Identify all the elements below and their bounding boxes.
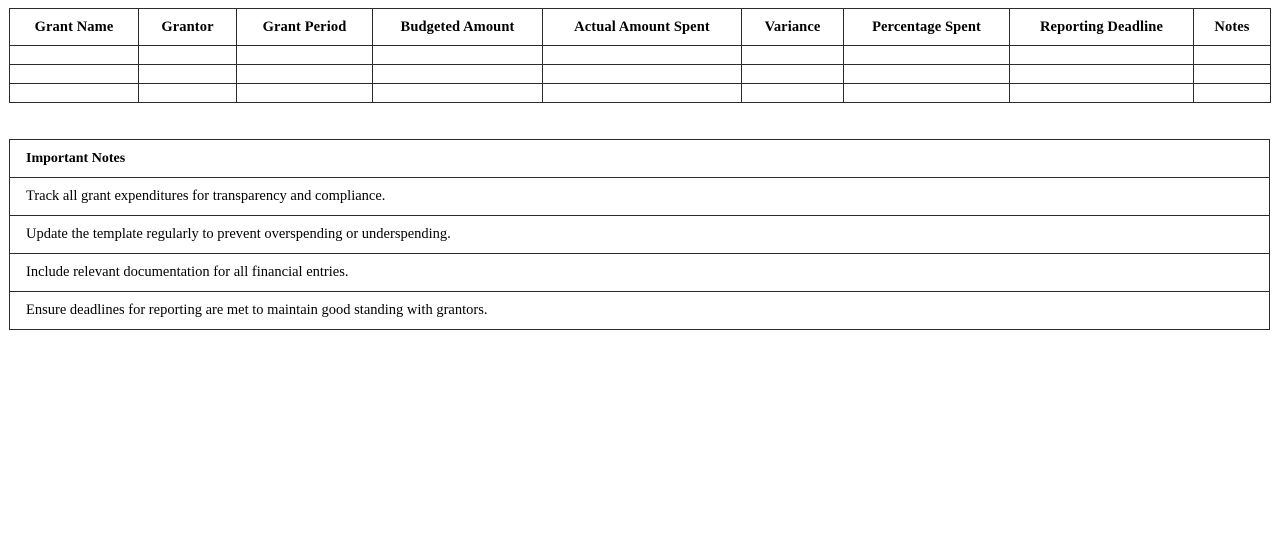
table-cell[interactable] xyxy=(1194,46,1271,65)
column-header-grant-name: Grant Name xyxy=(10,9,139,46)
table-cell[interactable] xyxy=(139,46,237,65)
grant-table-body xyxy=(10,46,1271,103)
note-row xyxy=(10,292,1270,330)
note-row xyxy=(10,178,1270,216)
table-cell[interactable] xyxy=(139,84,237,103)
table-cell[interactable] xyxy=(373,65,543,84)
column-header-reporting-deadline: Reporting Deadline xyxy=(1010,9,1194,46)
note-row xyxy=(10,254,1270,292)
table-cell[interactable] xyxy=(237,65,373,84)
table-cell[interactable] xyxy=(543,65,742,84)
grant-tracking-table xyxy=(9,8,1271,103)
table-cell[interactable] xyxy=(10,65,139,84)
table-cell[interactable] xyxy=(844,84,1010,103)
table-cell[interactable] xyxy=(1010,84,1194,103)
important-notes-table-container xyxy=(9,139,1270,330)
table-cell[interactable] xyxy=(844,46,1010,65)
table-row xyxy=(10,65,1271,84)
table-row xyxy=(10,46,1271,65)
table-cell[interactable] xyxy=(844,65,1010,84)
table-row xyxy=(10,84,1271,103)
table-cell[interactable] xyxy=(373,46,543,65)
table-cell[interactable] xyxy=(543,84,742,103)
table-cell[interactable] xyxy=(373,84,543,103)
note-item: Include relevant documentation for all financial entries. xyxy=(10,254,1270,292)
column-header-grant-period: Grant Period xyxy=(237,9,373,46)
column-header-variance: Variance xyxy=(742,9,844,46)
column-header-actual-amount-spent: Actual Amount Spent xyxy=(543,9,742,46)
table-cell[interactable] xyxy=(139,65,237,84)
grant-tracking-table-container xyxy=(9,8,1270,103)
table-cell[interactable] xyxy=(742,84,844,103)
note-item: Update the template regularly to prevent overspending or underspending. xyxy=(10,216,1270,254)
table-cell[interactable] xyxy=(1194,65,1271,84)
column-header-grantor: Grantor xyxy=(139,9,237,46)
table-cell[interactable] xyxy=(742,46,844,65)
table-cell[interactable] xyxy=(1194,84,1271,103)
table-cell[interactable] xyxy=(742,65,844,84)
column-header-budgeted-amount: Budgeted Amount xyxy=(373,9,543,46)
table-cell[interactable] xyxy=(543,46,742,65)
column-header-percentage-spent: Percentage Spent xyxy=(844,9,1010,46)
table-cell[interactable] xyxy=(237,84,373,103)
important-notes-table xyxy=(9,139,1270,330)
notes-heading-cell: Important Notes xyxy=(10,140,1270,178)
table-cell[interactable] xyxy=(1010,65,1194,84)
note-item: Track all grant expenditures for transparency and compliance. xyxy=(10,178,1270,216)
note-item: Ensure deadlines for reporting are met to maintain good standing with grantors. xyxy=(10,292,1270,330)
table-cell[interactable] xyxy=(237,46,373,65)
table-header-row xyxy=(10,9,1271,46)
note-row xyxy=(10,216,1270,254)
grant-table-header xyxy=(10,9,1271,46)
notes-table-body xyxy=(10,140,1270,330)
column-header-notes: Notes xyxy=(1194,9,1271,46)
table-cell[interactable] xyxy=(10,46,139,65)
table-cell[interactable] xyxy=(10,84,139,103)
table-cell[interactable] xyxy=(1010,46,1194,65)
notes-heading-row xyxy=(10,140,1270,178)
